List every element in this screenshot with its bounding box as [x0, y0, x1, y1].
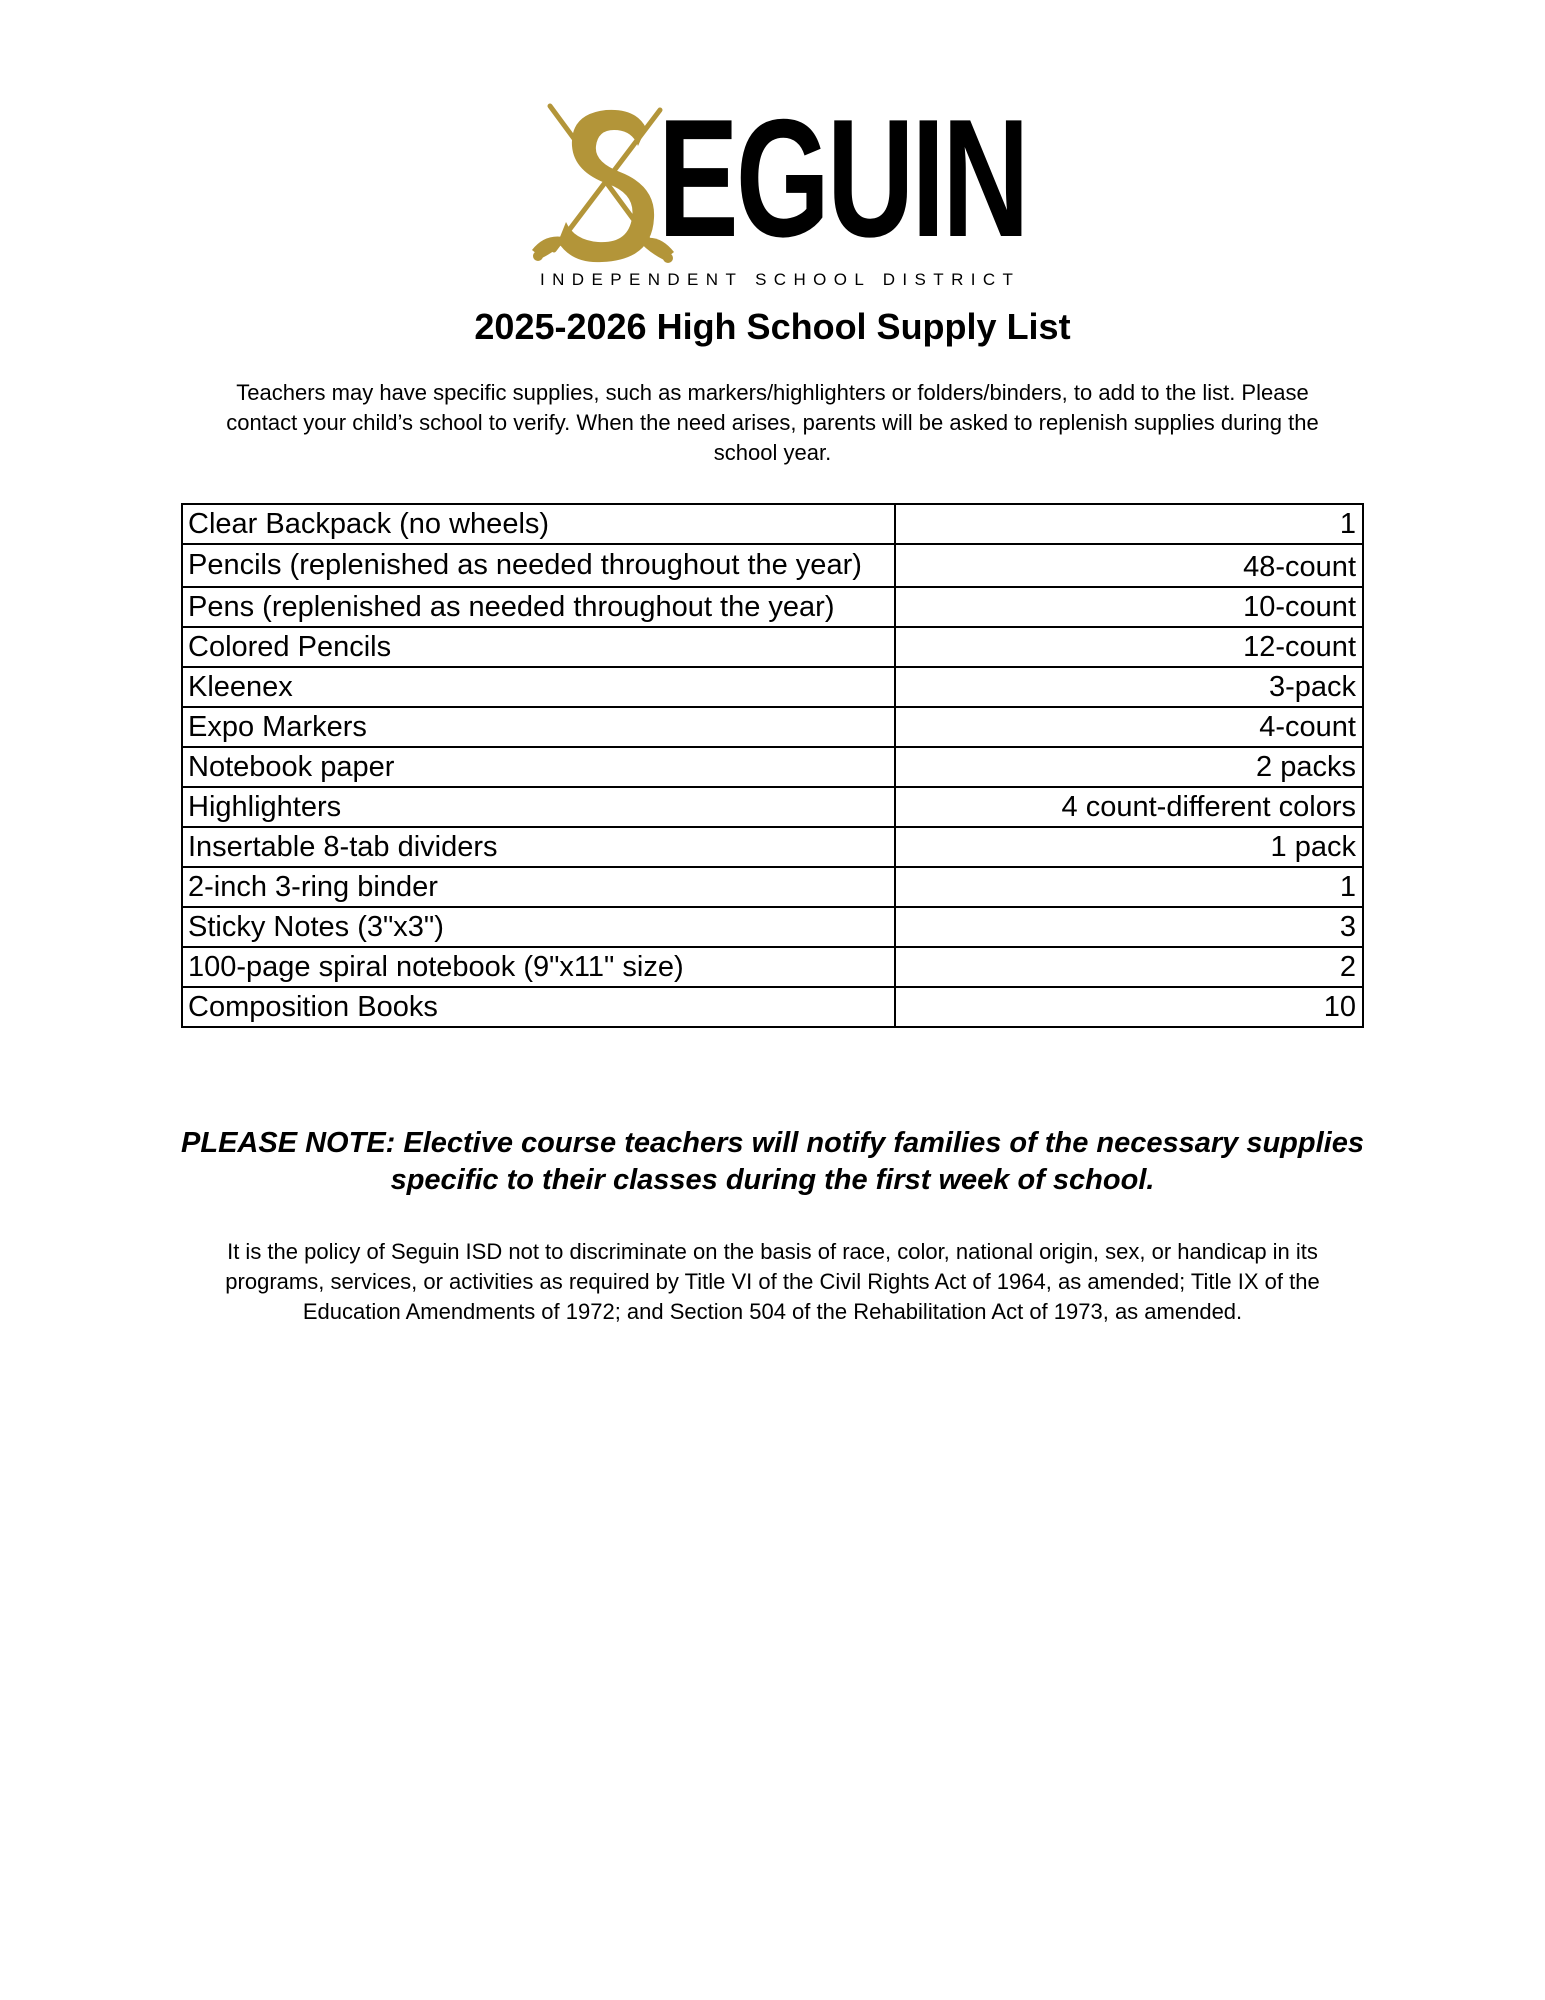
nondiscrimination-policy: It is the policy of Seguin ISD not to discriminate on the basis of race, color, national origin, sex, or handicap in its programs, services, or activities as required by Title VI of the Civil Rights Act of 1964, as amended; Title IX of the Education Amendments of 1972; and Section 504 of the Rehabilitation Act of 1973, as amended.	[225, 1239, 1320, 1324]
item-cell: Colored Pencils	[182, 627, 895, 667]
quantity-cell: 4 count-different colors	[895, 787, 1363, 827]
quantity-cell: 1	[895, 867, 1363, 907]
elective-note: PLEASE NOTE: Elective course teachers will notify families of the necessary supplies specific to their classes during the first week of school.	[181, 1127, 1364, 1196]
item-cell: Highlighters	[182, 787, 895, 827]
supply-table	[181, 503, 1364, 1028]
item-cell: Pencils (replenished as needed throughout the year)	[182, 544, 895, 587]
item-cell: Kleenex	[182, 667, 895, 707]
table-row	[182, 667, 1363, 707]
quantity-cell: 10	[895, 987, 1363, 1027]
table-row	[182, 787, 1363, 827]
table-row	[182, 504, 1363, 544]
page-title: 2025-2026 High School Supply List	[474, 306, 1071, 347]
item-cell: 2-inch 3-ring binder	[182, 867, 895, 907]
table-row	[182, 587, 1363, 627]
table-row	[182, 707, 1363, 747]
intro-paragraph: Teachers may have specific supplies, such as markers/highlighters or folders/binders, to add to the list. Please contact your child’s school to verify. When the need arises, parents will be asked to replenish supplies during the school year.	[226, 380, 1319, 465]
swords-s-emblem-icon	[528, 100, 678, 270]
item-cell: 100-page spiral notebook (9"x11" size)	[182, 947, 895, 987]
item-cell: Pens (replenished as needed throughout the year)	[182, 587, 895, 627]
quantity-cell: 1 pack	[895, 827, 1363, 867]
table-row	[182, 947, 1363, 987]
item-cell: Notebook paper	[182, 747, 895, 787]
quantity-cell: 12-count	[895, 627, 1363, 667]
table-row	[182, 747, 1363, 787]
item-cell: Clear Backpack (no wheels)	[182, 504, 895, 544]
table-row	[182, 627, 1363, 667]
quantity-cell: 48-count	[895, 544, 1363, 587]
item-cell: Insertable 8-tab dividers	[182, 827, 895, 867]
seguin-isd-logo	[528, 84, 1027, 290]
quantity-cell: 1	[895, 504, 1363, 544]
logo-subtitle: INDEPENDENT SCHOOL DISTRICT	[540, 270, 1021, 289]
quantity-cell: 4-count	[895, 707, 1363, 747]
item-cell: Composition Books	[182, 987, 895, 1027]
quantity-cell: 3	[895, 907, 1363, 947]
quantity-cell: 2	[895, 947, 1363, 987]
logo-wordmark: EGUIN	[658, 84, 1027, 272]
table-row	[182, 987, 1363, 1027]
table-row	[182, 544, 1363, 587]
item-cell: Expo Markers	[182, 707, 895, 747]
table-row	[182, 867, 1363, 907]
item-cell: Sticky Notes (3"x3")	[182, 907, 895, 947]
quantity-cell: 10-count	[895, 587, 1363, 627]
table-row	[182, 907, 1363, 947]
quantity-cell: 3-pack	[895, 667, 1363, 707]
table-row	[182, 827, 1363, 867]
quantity-cell: 2 packs	[895, 747, 1363, 787]
